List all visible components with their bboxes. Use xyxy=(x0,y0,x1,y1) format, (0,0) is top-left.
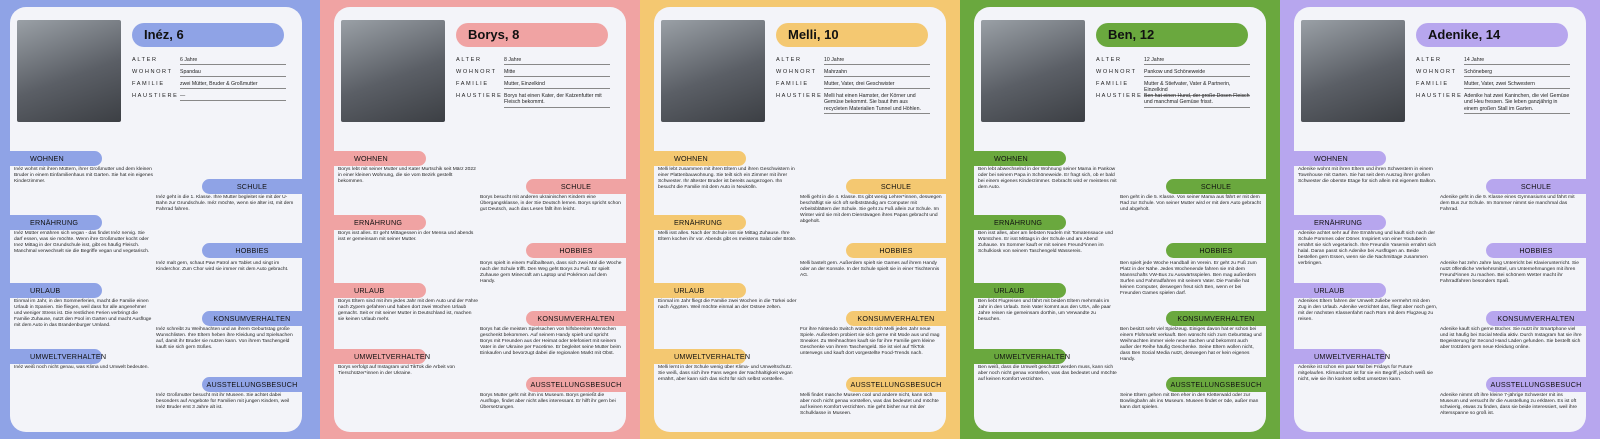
section-heading-konsum: KONSUMVERHALTEN xyxy=(846,311,946,326)
section-heading-konsum: KONSUMVERHALTEN xyxy=(1166,311,1266,326)
section-heading-ernaehrung: ERNÄHRUNG xyxy=(974,215,1066,230)
persona-column xyxy=(1280,0,1600,439)
profile-value: Spandau xyxy=(180,69,286,77)
section-text-urlaub: Ben liebt Flugreisen und fährt mit beiden Eltern mehrmals im Jahr in den Urlaub. Sein Vater kommt aus den USA, alle paar Jahre reisen sie gemeinsam dorthin, um Verwandte zu besuchen. xyxy=(978,299,1111,322)
section-text-ernaehrung: Melli isst alles. Nach der Schule isst sie Mittag Zuhause. Ihre Eltern kochen ihr vor. Abends gibt es meistens Salat oder Brote. xyxy=(658,231,797,242)
profile-value: Mutter, Vater, zwei Schwestern xyxy=(1464,81,1570,89)
profile-label: HAUSTIERE xyxy=(456,93,503,99)
section-heading-ausstellung: AUSSTELLUNGSBESUCH xyxy=(202,377,302,392)
section-text-ernaehrung: Ben isst alles, aber am liebsten Nudeln mit Tomatensauce und Würstchen. Er isst Mittags in der Schule und am Abend Zuhause. Im Sommer kauft er mit seinen Freund*innen im Schulkiosk von seinem Taschengeld Wassereis. xyxy=(978,231,1114,254)
profile-label: FAMILIE xyxy=(776,81,809,87)
persona-column xyxy=(960,0,1280,439)
profile-value: Melli hat einen Hamster, der Körner und Gemüse bekommt. Sie baut ihm aus recycleten Materialien Tunnel und Höhlen. xyxy=(824,93,930,114)
persona-column xyxy=(320,0,640,439)
section-text-konsum: Ben besitzt sehr viel Spielzeug. Einiges davon hat er schon bei einem Flohmarkt verkauft. Ben wünscht sich zum Geburtstag und Weihnachten immer viele neue Sachen und bekommt auch außer der Reihe häufig Geschenke. Seine Eltern wollen nicht, dass Ben Social Media nutzt, deswegen hat er kein eigenes Handy. xyxy=(1120,327,1262,362)
section-text-schule: Ben geht in die 5. Klasse. Von seiner Mama aus fährt er mit dem Rad zur Schule. Von seiner Mutter wird er mit dem Auto gebracht und abgeholt. xyxy=(1120,195,1261,212)
section-text-schule: Inéz geht in die 1. Klasse. Ihre Mutter begleitet sie mit der U-Bahn zur Grundschule. Inéz möchte, wenn sie älter ist, mit dem Fahrrad fahren. xyxy=(156,195,294,212)
section-heading-umwelt: UMWELTVERHALTEN xyxy=(1294,349,1386,364)
profile-value: Mutter, Einzelkind xyxy=(504,81,610,89)
profile-label: ALTER xyxy=(776,57,802,63)
section-text-ausstellung: Melli findet manche Museen cool und andere nicht, kann sich aber noch nicht genau vorstellen, was das bedeutet und möchte auf keinen Komfort verzichten. Sie geht bisher nur mit der Schulklasse in Museen. xyxy=(800,393,939,416)
profile-value: zwei Mütter, Bruder & Großmutter xyxy=(180,81,286,89)
section-text-ausstellung: Seine Eltern gehen mit Ben eher in den Kletterwald oder zur Bowlingbahn als ins Museum. Museen findet er öde, außer man kann dort spielen. xyxy=(1120,393,1259,410)
persona-card xyxy=(654,7,946,432)
profile-label: WOHNORT xyxy=(132,69,173,75)
section-text-umwelt: Borys verfolgt auf Instagram und TikTok die Arbeit von Tierschützer*innen in der Ukraine. xyxy=(338,365,455,376)
profile-label: WOHNORT xyxy=(456,69,497,75)
section-text-hobbies: Ben spielt jede Woche Handball im Verein. Er geht zu Fuß zum Platz in der Nähe. Jedes Wochenende fahren sie mit dem Mannschafts VW-Bus zu Auswärtsspielen. Ben mag außerdem Surfen und Fahrradfahren mit seinem Vater. Die Familie hat keinen Computer, deswegen freut sich Ben, wenn er bei Freunden Games spielen darf. xyxy=(1120,261,1257,296)
section-text-konsum: Für ihre Nintendo Switch wünscht sich Melli jedes Jahr neue Spiele. Außerdem probiert sie sich gerne mit Mode aus und mag Sneaker. Zu Weihnachten kauft sie für ihre Familie gern kleine Geschenke von ihrem Taschengeld. Sie ist viel auf TikTok unterwegs und kauft dort vorgestellte Food-Trends nach. xyxy=(800,327,940,356)
section-heading-umwelt: UMWELTVERHALTEN xyxy=(334,349,426,364)
section-heading-urlaub: URLAUB xyxy=(654,283,746,298)
profile-value: Pankow und Schöneweide xyxy=(1144,69,1250,77)
section-heading-ernaehrung: ERNÄHRUNG xyxy=(654,215,746,230)
persona-card xyxy=(974,7,1266,432)
section-text-wohnen: Borys lebt mit seiner Mutter und Kater Murtschik seit März 2022 in einer kleinen Wohnung, die sie vom Bezirk gestellt bekommen. xyxy=(338,167,476,184)
profile-label: HAUSTIERE xyxy=(776,93,823,99)
section-heading-umwelt: UMWELTVERHALTEN xyxy=(10,349,102,364)
profile-label: HAUSTIERE xyxy=(1416,93,1463,99)
section-heading-ausstellung: AUSSTELLUNGSBESUCH xyxy=(846,377,946,392)
section-text-urlaub: Einmal im Jahr, in den Sommerferien, macht die Familie einen Urlaub in Spanien. Sie fliegen, weil dass für alle angenehmer und weniger Stress ist. Die restlichen Ferien verbringt die Familie Zuhause, nutzt den Pool im Garten und macht Ausflüge mit dem Auto in das Brandenburger Umland. xyxy=(14,299,152,328)
section-heading-hobbies: HOBBIES xyxy=(1166,243,1266,258)
persona-name: Inéz, 6 xyxy=(132,23,284,47)
section-text-konsum: Adenike kauft sich gerne Bücher. Sie nutzt ihr Smartphone viel und ist häufig bei Social Media aktiv. Durch Instagram hat sie ihre Begeisterung für Second Hand Läden gefunden. Sie bestellt sich aber trotzdem gern neue Kleidung online. xyxy=(1440,327,1582,350)
section-text-umwelt: Ben weiß, dass die Umwelt geschützt werden muss, kann sich aber noch nicht genau vorstellen, was das bedeutet und möchte auf keinen Komfort verzichten. xyxy=(978,365,1117,382)
section-heading-urlaub: URLAUB xyxy=(334,283,426,298)
section-text-ernaehrung: Borys isst alles. Er geht Mittagessen in der Mensa und abends isst er gemeinsam mit seiner Mutter. xyxy=(338,231,474,242)
profile-value: Mitte xyxy=(504,69,610,77)
profile-value: 8 Jahre xyxy=(504,57,610,65)
section-heading-ausstellung: AUSSTELLUNGSBESUCH xyxy=(526,377,626,392)
portrait-photo xyxy=(341,20,445,122)
section-heading-ernaehrung: ERNÄHRUNG xyxy=(1294,215,1386,230)
section-heading-konsum: KONSUMVERHALTEN xyxy=(1486,311,1586,326)
profile-value: Adenike hat zwei Kaninchen, die viel Gemüse und Heu fressen. Sie leben ganzjährig in einem großen Stall im Garten. xyxy=(1464,93,1570,114)
section-heading-hobbies: HOBBIES xyxy=(1486,243,1586,258)
section-text-konsum: Inéz schreibt zu Weihnachten und an ihrem Geburtstag große Wunschlisten. Ihre Eltern heben ihre Kleidung und Spielsachen auf, damit ihr Bruder sie nutzen kann. Von ihrem Taschengeld kauft sie sich gern Süßes. xyxy=(156,327,293,350)
section-text-umwelt: Melli lernt in der Schule wenig über Klima- und Umweltschutz. Sie weiß, dass sich ihre Fans wegen der Nachhaltigkeit vegan ernährt, aber kann sich das nicht für sich selbst vorstellen. xyxy=(658,365,793,382)
section-heading-ernaehrung: ERNÄHRUNG xyxy=(10,215,102,230)
section-text-umwelt: Adenike ist schon ein paar Mal bei Fridays for Future mitgelaufen. Klimaschutz ist für sie ein Begriff, jedoch weiß sie nicht, wie sie ihn konkret selbst umsetzen kann. xyxy=(1298,365,1434,382)
persona-name: Melli, 10 xyxy=(776,23,928,47)
profile-value: 10 Jahre xyxy=(824,57,930,65)
section-heading-hobbies: HOBBIES xyxy=(526,243,626,258)
profile-label: FAMILIE xyxy=(1416,81,1449,87)
section-heading-urlaub: URLAUB xyxy=(10,283,102,298)
persona-card xyxy=(1294,7,1586,432)
profile-label: WOHNORT xyxy=(1416,69,1457,75)
persona-column xyxy=(640,0,960,439)
section-text-wohnen: Melli lebt zusammen mit ihren Eltern und ihren Geschwistern in einer Plattenbauwohnung. Sie teilt sich ein Zimmer mit ihrer Schwester. Ihr ältester Bruder ist bereits ausgezogen. Ihn besucht die Familie mit dem Auto in Neukölln. xyxy=(658,167,795,190)
profile-value: Mahrzahn xyxy=(824,69,930,77)
section-heading-umwelt: UMWELTVERHALTEN xyxy=(974,349,1066,364)
section-heading-konsum: KONSUMVERHALTEN xyxy=(526,311,626,326)
portrait-photo xyxy=(17,20,121,122)
section-text-urlaub: Adenikes Eltern fahren der Umwelt zuliebe vermehrt mit dem Zug in den Urlaub. Adenike verzichtet das, fliegt aber noch gern, mit der nächsten Klassenfahrt nach Rom mit dem Flugzeug zu reisen. xyxy=(1298,299,1438,322)
section-heading-wohnen: WOHNEN xyxy=(334,151,426,166)
section-text-wohnen: Ben lebt abwechselnd in der Wohnung seiner Mama in Pankow oder bei seinem Papa in Schöneweide. Er fragt sich, ob er bald bei einem eigenes Kinderzimmer. Gebracht wird er meistens mit dem Auto. xyxy=(978,167,1117,190)
section-heading-schule: SCHULE xyxy=(1486,179,1586,194)
section-heading-wohnen: WOHNEN xyxy=(974,151,1066,166)
section-heading-umwelt: UMWELTVERHALTEN xyxy=(654,349,746,364)
portrait-photo xyxy=(1301,20,1405,122)
section-heading-schule: SCHULE xyxy=(202,179,302,194)
profile-label: WOHNORT xyxy=(1096,69,1137,75)
section-text-konsum: Borys hat die meisten Spielsachen von hilfsbereiten Menschen geschenkt bekommen. Auf seinem Handy spielt und spricht Borys mit Freunden aus der Heimat oder telefoniert mit seinem Vater in der Ukraine per Facetime. Er begleitet seine Mutter beim Einkaufen und bevorzugt dabei die regionalen Markt mit Obst. xyxy=(480,327,621,356)
section-text-ausstellung: Adenike nimmt oft ihre kleine 7-jährige Schwester mit ins Museum und versucht ihr die Ausstellung zu erklären. Es ist oft schwierig, etwas zu finden, dass sie beide interessiert, weil ihre Altersspanne so groß ist. xyxy=(1440,393,1578,416)
section-text-urlaub: Einmal im Jahr fliegt die Familie zwei Wochen in die Türkei oder nach Ägypten. Weil möchte einmal an der Ostsee zelten. xyxy=(658,299,797,310)
section-text-hobbies: Borys spielt in einem Fußballteam, dass sich zwei Mal die Woche nach der Schule trifft. Den Weg geht Borys zu Fuß. Er spielt Zuhause gern Minecraft am Laptop und Pokémon auf dem Handy. xyxy=(480,261,622,284)
section-text-schule: Adenike geht in die 9. Klasse eines Gymnasiums und fährt mit dem Bus zur Schule. Im Sommer nimmt sie manchmal das Fahrrad. xyxy=(1440,195,1575,212)
section-text-hobbies: Inéz malt gern, schaut Paw Patrol am Tablet und singt im Kinderchor. Zum Chor wird sie immer mit dem Auto gebracht. xyxy=(156,261,289,272)
section-heading-konsum: KONSUMVERHALTEN xyxy=(202,311,302,326)
profile-label: ALTER xyxy=(1416,57,1442,63)
section-heading-ausstellung: AUSSTELLUNGSBESUCH xyxy=(1166,377,1266,392)
profile-value: 6 Jahre xyxy=(180,57,286,65)
profile-label: ALTER xyxy=(456,57,482,63)
persona-card xyxy=(10,7,302,432)
persona-name: Ben, 12 xyxy=(1096,23,1248,47)
section-text-wohnen: Adenike wohnt mit ihren Eltern und ihren Schwestern in einem Townhouse mit Garten. Sie hat seit dem Auszug ihrer großen Schwester die oberste Etage für sich allein mit eigenem Balkon. xyxy=(1298,167,1437,184)
persona-column xyxy=(0,0,320,439)
profile-value: Borys hat einen Kater, der Katzenfutter mit Fleisch bekommt. xyxy=(504,93,610,108)
section-heading-schule: SCHULE xyxy=(1166,179,1266,194)
section-text-ausstellung: Inéz Großmutter besucht mit ihr Museen. Sie achtet dabei besonders auf Angebote für Familien mit jungen Kindern, weil Inéz Bruder erst 3 Jahre alt ist. xyxy=(156,393,290,410)
section-heading-ernaehrung: ERNÄHRUNG xyxy=(334,215,426,230)
portrait-photo xyxy=(661,20,765,122)
persona-card xyxy=(334,7,626,432)
persona-name: Borys, 8 xyxy=(456,23,608,47)
section-heading-hobbies: HOBBIES xyxy=(202,243,302,258)
section-text-wohnen: Inéz wohnt mit ihren Müttern, ihrer Großmutter und dem kleinen Bruder in einem Einfamilienhaus mit Garten. Sie hat ein eigenes Kinderzimmer. xyxy=(14,167,153,184)
portrait-photo xyxy=(981,20,1085,122)
section-heading-schule: SCHULE xyxy=(846,179,946,194)
profile-label: ALTER xyxy=(132,57,158,63)
section-heading-wohnen: WOHNEN xyxy=(654,151,746,166)
section-text-urlaub: Borys Eltern sind mit ihm jedes Jahr mit dem Auto und der Fähre nach Zypern gefahren und haben dort zwei Wochen Urlaub gemacht. Seit er mit seiner Mutter in Deutschland ist, machen sie keinen Urlaub mehr. xyxy=(338,299,478,322)
profile-value: Mutter, Vater, drei Geschwister xyxy=(824,81,930,89)
profile-value: Ben hat einen Hund, der große Dosen Fleisch und manchmal Gemüse frisst. xyxy=(1144,93,1250,108)
section-heading-ausstellung: AUSSTELLUNGSBESUCH xyxy=(1486,377,1586,392)
section-text-ernaehrung: Inéz Mütter ernähren sich vegan - das findet Inéz nervig. Sie darf essen, was sie möchte. Wenn ihre Großmutter kocht oder Inez Mittag in der Grundschule isst, gibt es häufig Fleisch. Manchmal verwechselt sie die Begriffe vegan und vegetarisch. xyxy=(14,231,150,254)
profile-value: 14 Jahre xyxy=(1464,57,1570,65)
section-heading-schule: SCHULE xyxy=(526,179,626,194)
section-text-ausstellung: Borys Mutter geht mit ihm ins Museum. Borys genießt die Ausflüge, findet aber nicht alles interessant. Er hilft ihr gern bei Übersetzungen. xyxy=(480,393,616,410)
profile-value: 12 Jahre xyxy=(1144,57,1250,65)
section-heading-urlaub: URLAUB xyxy=(1294,283,1386,298)
profile-value: — xyxy=(180,93,286,101)
section-heading-wohnen: WOHNEN xyxy=(10,151,102,166)
profile-label: ALTER xyxy=(1096,57,1122,63)
profile-label: FAMILIE xyxy=(1096,81,1129,87)
profile-label: FAMILIE xyxy=(456,81,489,87)
profile-label: HAUSTIERE xyxy=(1096,93,1143,99)
persona-name: Adenike, 14 xyxy=(1416,23,1568,47)
profile-label: HAUSTIERE xyxy=(132,93,179,99)
section-text-ernaehrung: Adenike achtet sehr auf ihre Ernährung und kauft sich nach der Schule Pommes oder Döner. Inspiriert von einer Youtuberin ernährt sie sich vegetarisch. Ihre Freundin Yasemin ernährt sich halal. Daran passt sich Adenike bei Ausflügen an. Beide bestellen gern Essen, wenn sie die Nachmittage zusammen verbringen. xyxy=(1298,231,1437,266)
section-text-schule: Borys besucht mit anderen ukrainischen Kindern eine Übergangsklasse, in der Sie Deutsch lernen. Borys spricht schon gut Deutsch, auch das Lesen fällt ihm leicht. xyxy=(480,195,621,212)
section-heading-urlaub: URLAUB xyxy=(974,283,1066,298)
profile-value: Schöneberg xyxy=(1464,69,1570,77)
profile-label: FAMILIE xyxy=(132,81,165,87)
section-text-hobbies: Melli bastelt gern. Außerdem spielt sie Games auf ihrem Handy oder an der Konsole. In der Schule spielt sie in einer Tischtennis AG. xyxy=(800,261,940,278)
profile-label: WOHNORT xyxy=(776,69,817,75)
section-text-schule: Melli geht in die 4. Klasse. Es gibt wenig Lehrer*innen, deswegen beschäftigt sie sich oft selbstständig am Computer mit Arbeitsblättern der Schule. Sie geht zu Fuß allein zur Schule. Im Winter wird sie mit dem Dienstwagen ihres Papas gebracht und abgeholt. xyxy=(800,195,942,224)
section-heading-wohnen: WOHNEN xyxy=(1294,151,1386,166)
profile-value: Mutter & Stiefvater, Vater & Partnerin, Einzelkind xyxy=(1144,81,1250,96)
section-text-umwelt: Inéz weiß noch nicht genau, was Klima und Umwelt bedeuten. xyxy=(14,365,149,370)
section-heading-hobbies: HOBBIES xyxy=(846,243,946,258)
section-text-hobbies: Adenike hat zehn Jahre lang Unterricht bei Klavierunterricht. Sie nutzt öffentliche Verkehrsmittel, um Unternehmungen mit ihren Freund*innen zu machen. Bei schönem Wetter macht ihr Fahrradfahren besonders Spaß. xyxy=(1440,261,1579,284)
